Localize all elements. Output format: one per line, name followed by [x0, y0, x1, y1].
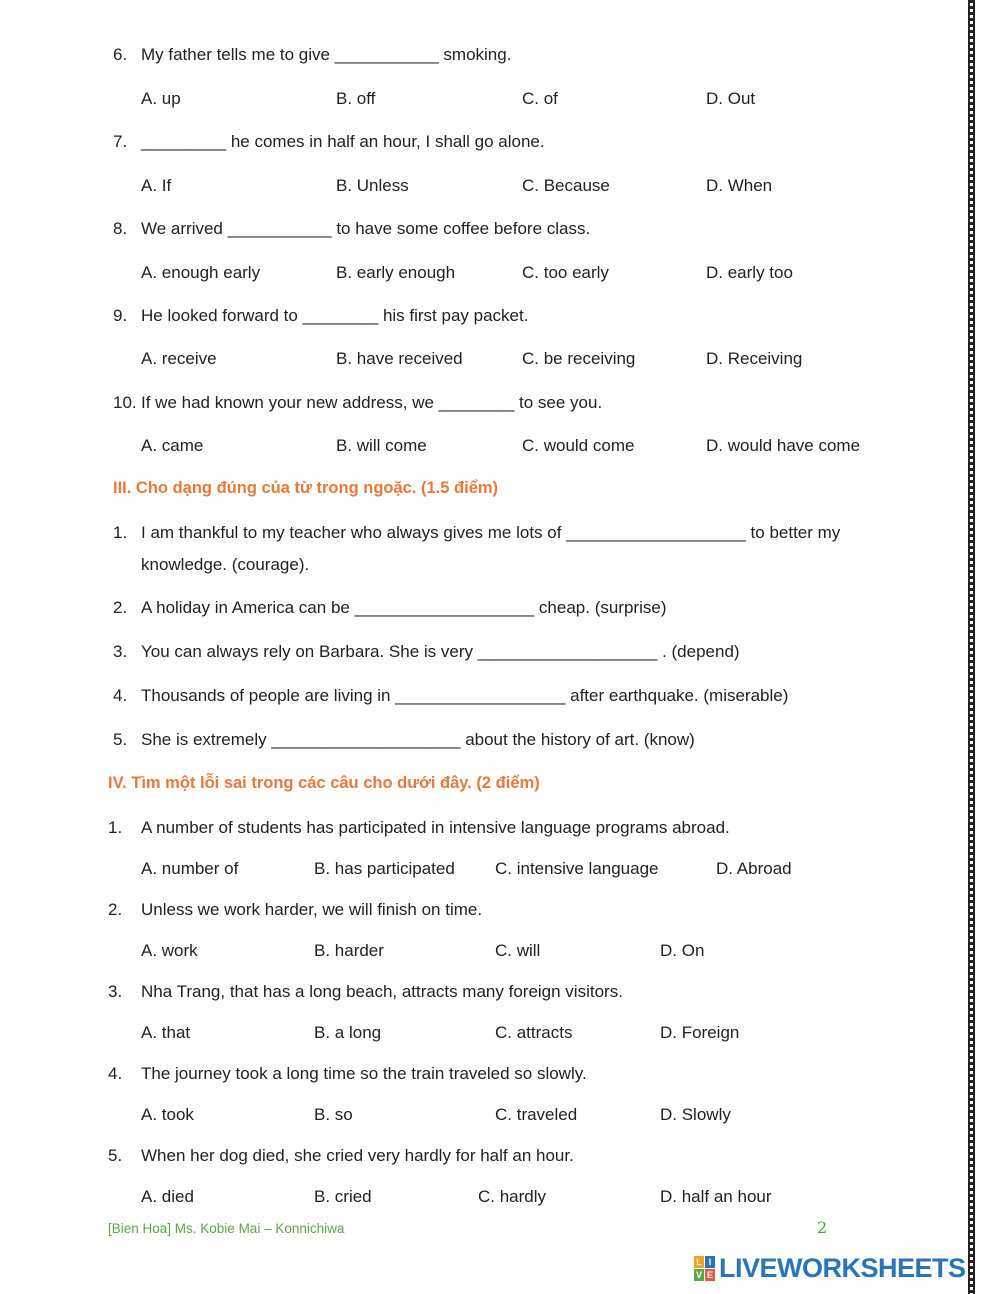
option-c[interactable]: C. attracts — [495, 1023, 573, 1042]
option-b[interactable]: B. have received — [336, 349, 463, 368]
option-d[interactable]: D. When — [706, 176, 773, 195]
page-number: 2 — [817, 1218, 828, 1237]
option-a[interactable]: A. up — [141, 89, 181, 108]
option-a[interactable]: A. number of — [141, 859, 239, 878]
question-number: 2. — [108, 900, 123, 919]
option-c[interactable]: C. Because — [522, 176, 610, 195]
question-text: We arrived ___________ to have some coffee before class. — [141, 219, 591, 238]
item-number: 1. — [113, 523, 128, 542]
question-number: 9. — [113, 306, 128, 325]
option-a[interactable]: A. that — [141, 1023, 191, 1042]
item-number: 2. — [113, 598, 128, 617]
option-c[interactable]: C. will — [495, 941, 541, 960]
option-b[interactable]: B. harder — [314, 941, 384, 960]
option-b[interactable]: B. has participated — [314, 859, 455, 878]
option-b[interactable]: B. off — [336, 89, 376, 108]
liveworksheets-wordmark: LIVEWORKSHEETS — [719, 1252, 966, 1283]
option-d[interactable]: D. half an hour — [660, 1187, 772, 1206]
option-a[interactable]: A. died — [141, 1187, 194, 1206]
option-b[interactable]: B. so — [314, 1105, 353, 1124]
question-number: 6. — [113, 45, 128, 64]
section-3-heading: III. Cho dạng đúng của từ trong ngoặc. (1.5 điểm) — [113, 479, 499, 497]
option-a[interactable]: A. receive — [141, 349, 217, 368]
question-text: When her dog died, she cried very hardly for half an hour. — [141, 1146, 574, 1165]
option-c[interactable]: C. too early — [522, 263, 609, 282]
option-c[interactable]: C. hardly — [478, 1187, 547, 1206]
option-b[interactable]: B. will come — [336, 436, 427, 455]
item-number: 5. — [113, 730, 128, 749]
option-d[interactable]: D. Foreign — [660, 1023, 740, 1042]
logo-tile-l: L — [694, 1256, 704, 1268]
logo-tile-v: V — [695, 1269, 702, 1280]
question-text: Nha Trang, that has a long beach, attracts many foreign visitors. — [141, 982, 623, 1001]
option-b[interactable]: B. Unless — [336, 176, 409, 195]
question-text: My father tells me to give ___________ smoking. — [141, 45, 512, 64]
logo-tile-i: I — [705, 1256, 715, 1268]
item-text: I am thankful to my teacher who always gives me lots of ___________________ to better my — [141, 523, 841, 542]
section-4-heading: IV. Tìm một lỗi sai trong các câu cho dưới đây. (2 điểm) — [108, 774, 540, 792]
question-number: 8. — [113, 219, 128, 238]
item-number: 4. — [113, 686, 128, 705]
liveworksheets-logo[interactable] — [694, 1254, 966, 1282]
question-number: 1. — [108, 818, 123, 837]
question-text: He looked forward to ________ his first pay packet. — [141, 306, 529, 325]
item-text: Thousands of people are living in __________________ after earthquake. (miserable) — [141, 686, 789, 705]
question-number: 7. — [113, 132, 128, 151]
option-d[interactable]: D. Abroad — [716, 859, 792, 878]
option-b[interactable]: B. early enough — [336, 263, 456, 282]
option-d[interactable]: D. On — [660, 941, 705, 960]
option-c[interactable]: C. intensive language — [495, 859, 659, 878]
question-text: Unless we work harder, we will finish on time. — [141, 900, 483, 919]
option-d[interactable]: D. early too — [706, 263, 793, 282]
question-text: _________ he comes in half an hour, I shall go alone. — [141, 132, 545, 151]
option-a[interactable]: A. work — [141, 941, 198, 960]
question-text: If we had known your new address, we ________ to see you. — [141, 393, 603, 412]
liveworksheets-icon — [694, 1256, 715, 1281]
question-text: The journey took a long time so the train traveled so slowly. — [141, 1064, 587, 1083]
option-c[interactable]: C. be receiving — [522, 349, 636, 368]
option-a[interactable]: A. If — [141, 176, 172, 195]
option-d[interactable]: D. Slowly — [660, 1105, 731, 1124]
page-border-decoration — [968, 0, 975, 1294]
option-d[interactable]: D. Out — [706, 89, 756, 108]
item-number: 3. — [113, 642, 128, 661]
question-number: 5. — [108, 1146, 123, 1165]
question-text: A number of students has participated in intensive language programs abroad. — [141, 818, 730, 837]
option-b[interactable]: B. cried — [314, 1187, 372, 1206]
item-text: You can always rely on Barbara. She is very ___________________ . (depend) — [141, 642, 740, 661]
question-number: 10. — [113, 393, 137, 412]
option-a[interactable]: A. enough early — [141, 263, 261, 282]
option-d[interactable]: D. would have come — [706, 436, 861, 455]
item-text: She is extremely ____________________ about the history of art. (know) — [141, 730, 695, 749]
option-b[interactable]: B. a long — [314, 1023, 382, 1042]
item-text-continued: knowledge. (courage). — [141, 555, 310, 574]
option-a[interactable]: A. took — [141, 1105, 194, 1124]
footer-credit: [Bien Hoa] Ms. Kobie Mai – Konnichiwa — [108, 1221, 345, 1236]
option-d[interactable]: D. Receiving — [706, 349, 803, 368]
logo-tile-e: E — [706, 1269, 713, 1280]
option-c[interactable]: C. traveled — [495, 1105, 578, 1124]
question-number: 4. — [108, 1064, 123, 1083]
option-a[interactable]: A. came — [141, 436, 204, 455]
question-number: 3. — [108, 982, 123, 1001]
item-text: A holiday in America can be ___________________ cheap. (surprise) — [141, 598, 667, 617]
option-c[interactable]: C. would come — [522, 436, 635, 455]
option-c[interactable]: C. of — [522, 89, 558, 108]
